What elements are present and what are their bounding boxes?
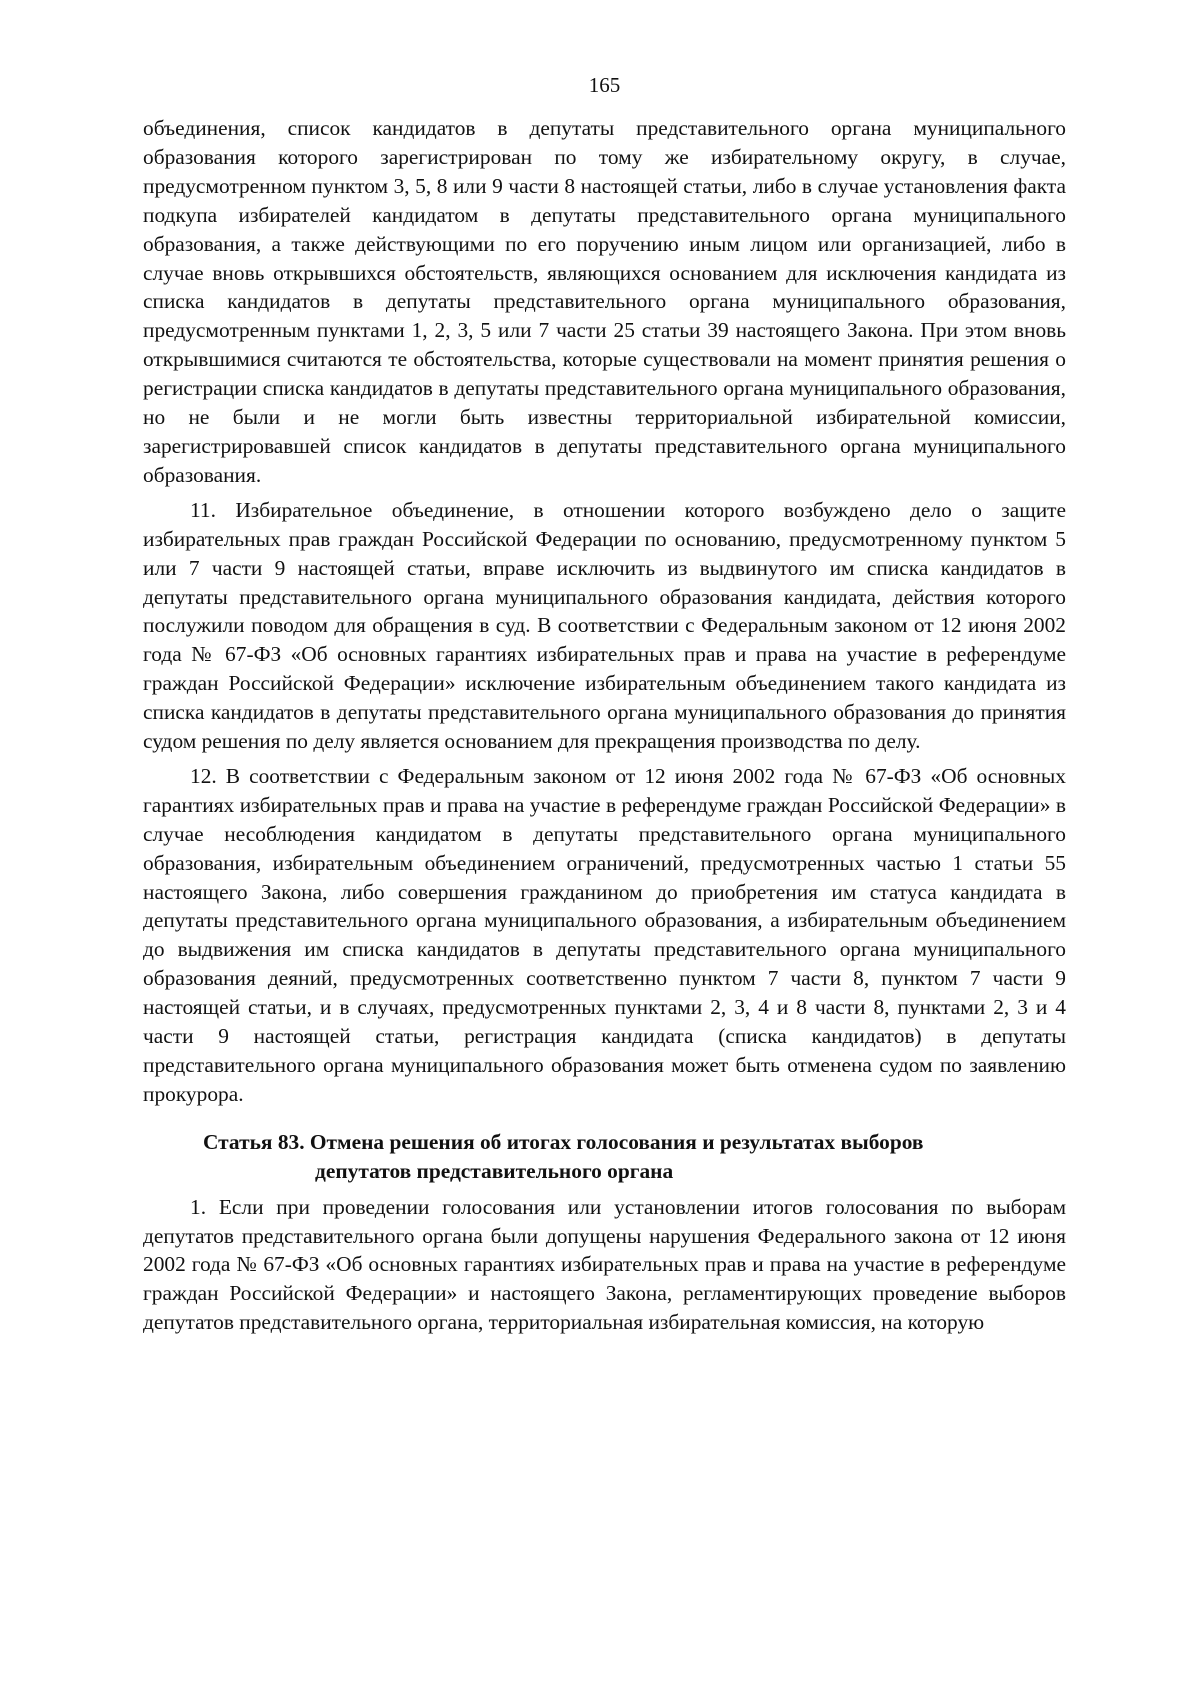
article-83-heading-line1: Статья 83. Отмена решения об итогах голосования и результатах выборов (203, 1129, 924, 1154)
paragraph-10-continued: объединения, список кандидатов в депутаты представительного органа муниципального образования которого зарегистрирован по тому же избирательному округу, в случае, предусмотренном пунктом 3, 5, 8 или 9 части 8 настоящей статьи, либо в случае установления факта подкупа избирателей кандидатом в депутаты представительного органа муниципального образования, а также действующими по его поручению иным лицом или организацией, либо в случае вновь открывшихся обстоятельств, являющихся основанием для исключения кандидата из списка кандидатов в депутаты представительного органа муниципального образования, предусмотренным пунктами 1, 2, 3, 5 или 7 части 25 статьи 39 настоящего Закона. При этом вновь открывшимися считаются те обстоятельства, которые существовали на момент принятия решения о регистрации списка кандидатов в депутаты представительного органа муниципального образования, но не были и не могли быть известны территориальной избирательной комиссии, зарегистрировавшей список кандидатов в депутаты представительного органа муниципального образования. (143, 116, 1066, 487)
paragraph-11: 11. Избирательное объединение, в отношении которого возбуждено дело о защите избирательных прав граждан Российской Федерации по основанию, предусмотренному пунктом 5 или 7 части 9 настоящей статьи, вправе исключить из выдвинутого им списка кандидатов в депутаты представительного органа муниципального образования кандидата, действия которого послужили поводом для обращения в суд. В соответствии с Федеральным законом от 12 июня 2002 года № 67-ФЗ «Об основных гарантиях избирательных прав и права на участие в референдуме граждан Российской Федерации» исключение избирательным объединением такого кандидата из списка кандидатов в депутаты представительного органа муниципального образования до принятия судом решения по делу является основанием для прекращения производства по делу. (143, 497, 1066, 754)
page-number: 165 (588, 73, 621, 97)
document-page (143, 70, 1066, 1343)
article-83-paragraph-1: 1. Если при проведении голосования или установлении итогов голосования по выборам депутатов представительного органа были допущены нарушения Федерального закона от 12 июня 2002 года № 67-ФЗ «Об основных гарантиях избирательных прав и права на участие в референдуме граждан Российской Федерации» и настоящего Закона, регламентирующих проведение выборов депутатов представительного органа, территориальная избирательная комиссия, на которую (143, 1194, 1066, 1335)
article-83-heading (143, 1128, 1066, 1186)
article-83-heading-line2: депутатов представительного органа (315, 1158, 674, 1183)
paragraph-12: 12. В соответствии с Федеральным законом от 12 июня 2002 года № 67-ФЗ «Об основных гарантиях избирательных прав и права на участие в референдуме граждан Российской Федерации» в случае несоблюдения кандидатом в депутаты представительного органа муниципального образования, избирательным объединением ограничений, предусмотренных частью 1 статьи 55 настоящего Закона, либо совершения гражданином до приобретения им статуса кандидата в депутаты представительного органа муниципального образования, а избирательным объединением до выдвижения им списка кандидатов в депутаты представительного органа муниципального образования деяний, предусмотренных соответственно пунктом 7 части 8, пунктом 7 части 9 настоящей статьи, и в случаях, предусмотренных пунктами 2, 3, 4 и 8 части 8, пунктами 2, 3 и 4 части 9 настоящей статьи, регистрация кандидата (списка кандидатов) в депутаты представительного органа муниципального образования может быть отменена судом по заявлению прокурора. (143, 763, 1066, 1106)
